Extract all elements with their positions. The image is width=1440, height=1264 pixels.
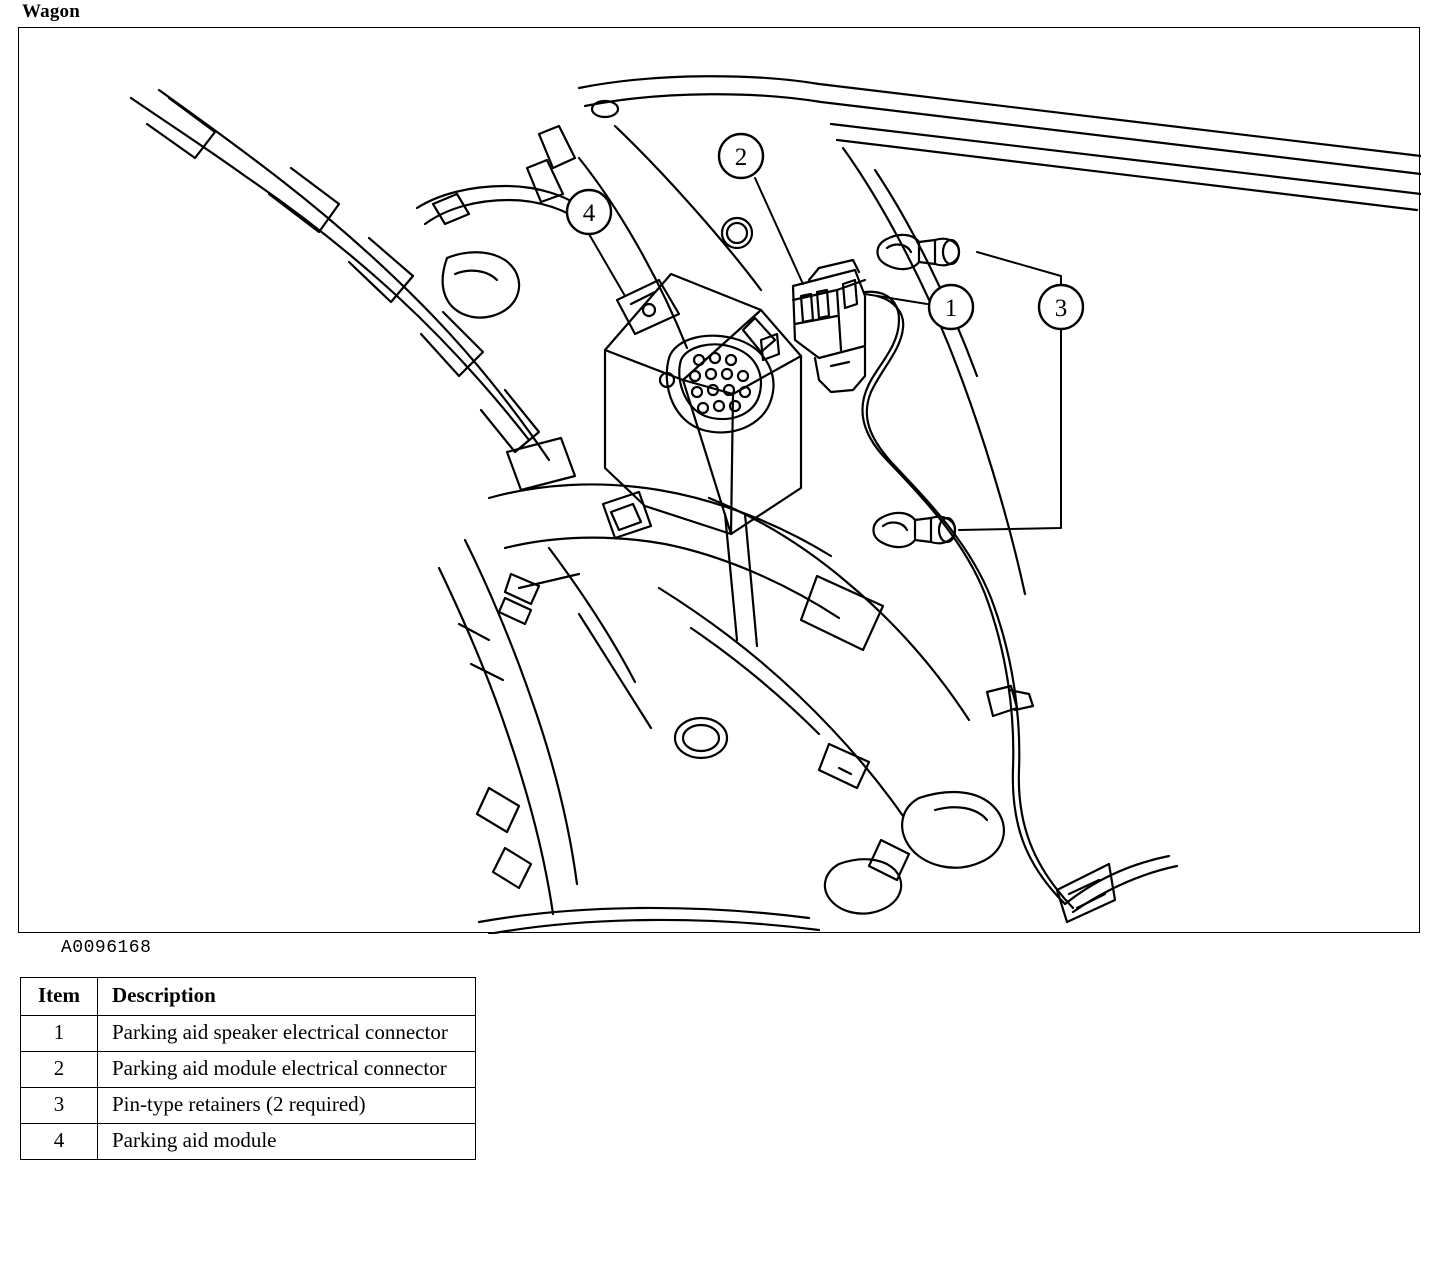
svg-text:4: 4 [582, 200, 596, 227]
row-item-number: 3 [21, 1088, 98, 1124]
callout-4 [567, 190, 611, 234]
figure-code: A0096168 [61, 938, 152, 958]
illustration-frame [18, 27, 1420, 958]
page-title: Wagon [22, 1, 81, 22]
row-item-description: Pin-type retainers (2 required) [98, 1088, 476, 1124]
header-item: Item [21, 978, 98, 1016]
callout-group [567, 134, 1083, 329]
row-item-number: 4 [21, 1124, 98, 1160]
table-row [21, 1052, 476, 1088]
table-row [21, 1016, 476, 1052]
svg-text:1: 1 [944, 295, 958, 322]
row-item-description: Parking aid module electrical connector [98, 1052, 476, 1088]
table-row [21, 1124, 476, 1160]
row-item-description: Parking aid speaker electrical connector [98, 1016, 476, 1052]
table-row [21, 1088, 476, 1124]
svg-text:2: 2 [734, 144, 748, 171]
row-item-description: Parking aid module [98, 1124, 476, 1160]
callout-3 [1039, 285, 1083, 329]
header-description: Description [98, 978, 476, 1016]
svg-text:3: 3 [1054, 295, 1068, 322]
legend-table [20, 977, 476, 1160]
table-header-row [21, 978, 476, 1016]
vehicle-illustration [19, 28, 1421, 934]
row-item-number: 1 [21, 1016, 98, 1052]
row-item-number: 2 [21, 1052, 98, 1088]
callout-1 [929, 285, 973, 329]
callout-2 [719, 134, 763, 178]
